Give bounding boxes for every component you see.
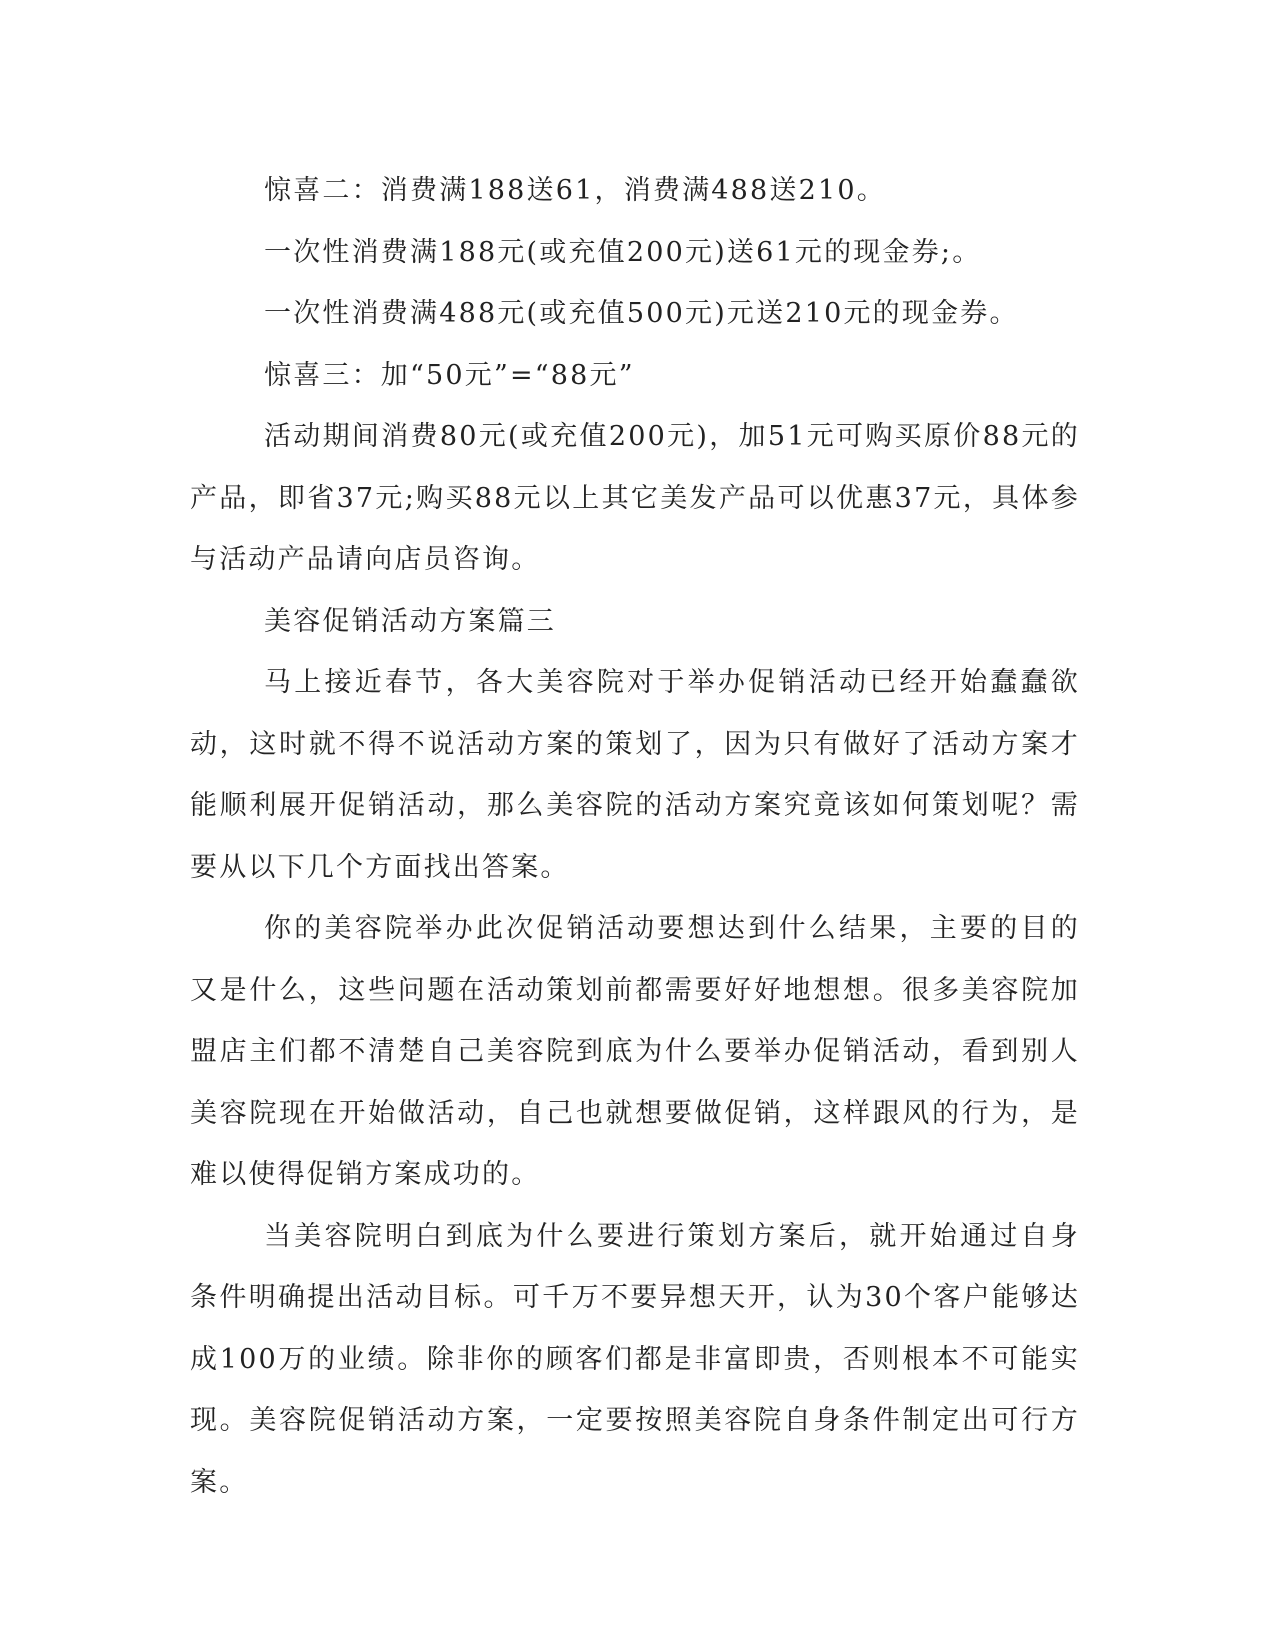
paragraph: 当美容院明白到底为什么要进行策划方案后，就开始通过自身条件明确提出活动目标。可千万不要异想天开，认为30个客户能够达成100万的业绩。除非你的顾客们都是非富即贵，否则根本不可能实现。美容院促销活动方案，一定要按照美容院自身条件制定出可行方案。 <box>190 1220 1080 1498</box>
document-body <box>190 160 1080 1513</box>
paragraph: 惊喜二：消费满188送61，消费满488送210。 <box>264 175 886 206</box>
paragraph: 马上接近春节，各大美容院对于举办促销活动已经开始蠢蠢欲动，这时就不得不说活动方案的策划了，因为只有做好了活动方案才能顺利展开促销活动，那么美容院的活动方案究竟该如何策划呢？需要从以下几个方面找出答案。 <box>190 667 1080 883</box>
paragraph: 一次性消费满488元(或充值500元)元送210元的现金券。 <box>264 298 1019 329</box>
section-heading: 美容促销活动方案篇三 <box>264 605 556 637</box>
paragraph: 一次性消费满188元(或充值200元)送61元的现金券;。 <box>264 236 982 268</box>
paragraph: 惊喜三：加“50元”=“88元” <box>264 359 635 391</box>
paragraph: 活动期间消费80元(或充值200元)，加51元可购买原价88元的产品，即省37元;购买88元以上其它美发产品可以优惠37元，具体参与活动产品请向店员咨询。 <box>190 421 1080 575</box>
paragraph: 你的美容院举办此次促销活动要想达到什么结果，主要的目的又是什么，这些问题在活动策划前都需要好好地想想。很多美容院加盟店主们都不清楚自己美容院到底为什么要举办促销活动，看到别人美容院现在开始做活动，自己也就想要做促销，这样跟风的行为，是难以使得促销方案成功的。 <box>190 913 1080 1190</box>
